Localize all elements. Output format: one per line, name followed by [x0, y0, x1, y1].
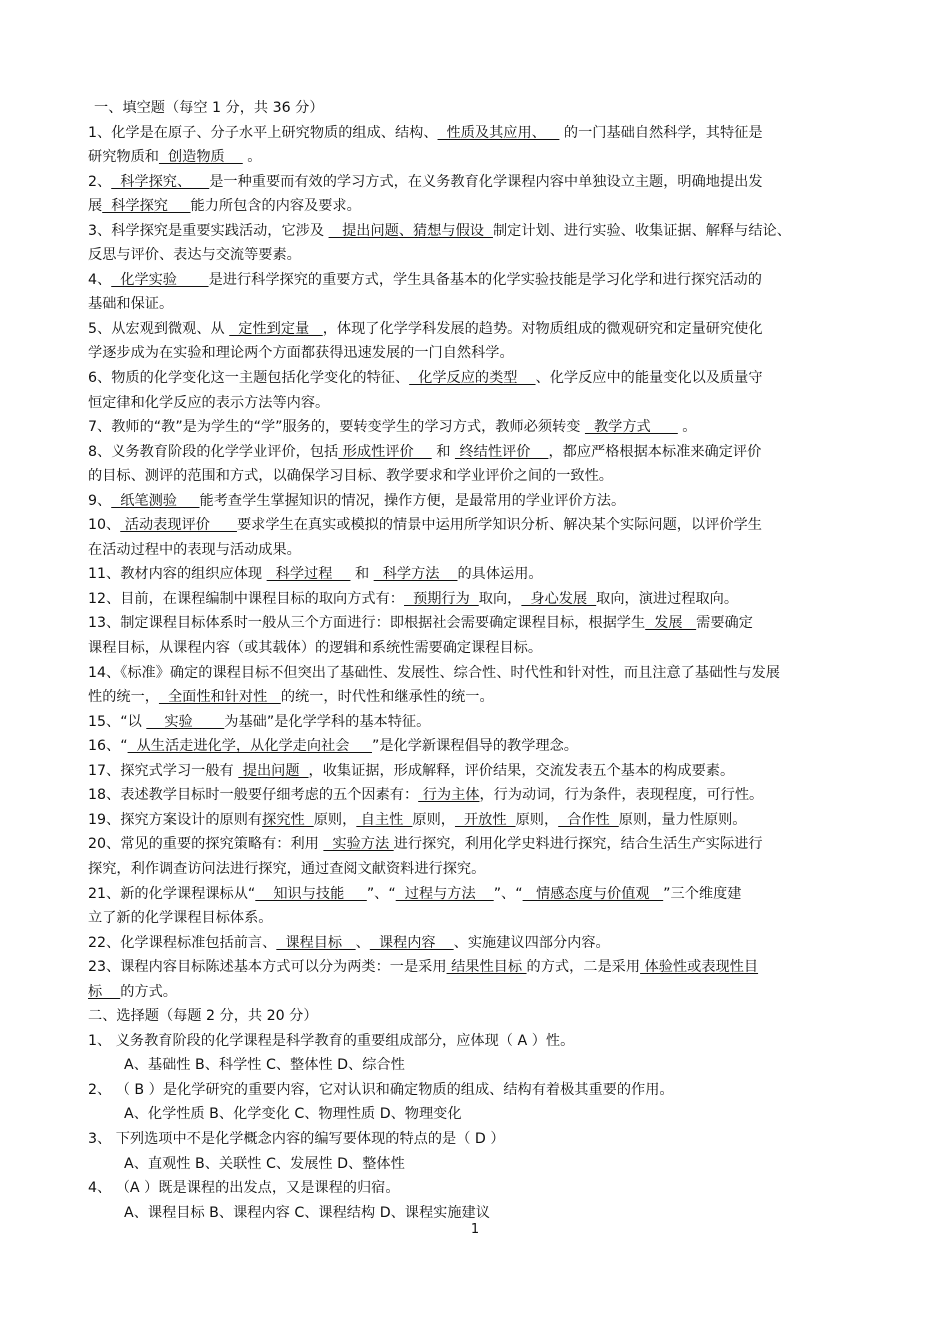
text-segment: 11、教材内容的组织应体现	[88, 566, 267, 583]
text-segment: 的方式。	[120, 983, 177, 1000]
text-segment: 15、“以	[88, 713, 147, 730]
document-body	[88, 96, 866, 1225]
text-segment: 2、 （ B ）是化学研究的重要内容，它对认识和确定物质的组成、结构有着极其重要的作用。	[88, 1081, 674, 1098]
text-segment: 3、 下列选项中不是化学概念内容的编写要体现的特点的是（ D ）	[88, 1130, 505, 1147]
text-segment: 18、表述教学目标时一般要仔细考虑的五个因素有：	[88, 787, 419, 804]
answer-blank: 定性到定量	[229, 320, 323, 337]
text-segment: 性的统一，	[88, 689, 159, 706]
answer-blank: 课程目标	[276, 934, 356, 951]
text-line	[88, 219, 866, 244]
text-segment: 的目标、测评的范围和方式，以确保学习目标、教学要求和学业评价之间的一致性。	[88, 468, 613, 485]
text-segment: A、基础性 B、科学性 C、整体性 D、综合性	[124, 1057, 405, 1074]
text-line	[88, 121, 866, 146]
text-segment: A、课程目标 B、课程内容 C、课程结构 D、课程实施建议	[124, 1204, 490, 1221]
text-line	[88, 710, 866, 735]
text-segment: 16、“	[88, 738, 128, 755]
text-line	[88, 292, 866, 317]
answer-blank: 活动表现评价	[120, 517, 237, 534]
text-segment: 22、化学课程标准包括前言、	[88, 934, 277, 951]
text-segment: 23、课程内容目标陈述基本方式可以分为两类：一是采用	[88, 959, 447, 976]
text-line	[88, 734, 866, 759]
text-segment: 恒定律和化学反应的表示方法等内容。	[88, 394, 330, 411]
text-segment: 制定计划、进行实验、收集证据、解释与结论、	[492, 222, 791, 239]
text-segment: 原则，	[412, 811, 455, 828]
text-segment: 立了新的化学课程目标体系。	[88, 910, 273, 927]
text-line	[88, 194, 866, 219]
text-segment: 为基础”是化学学科的基本特征。	[224, 713, 431, 730]
text-segment: 19、探究方案设计的原则有	[88, 811, 263, 828]
text-line	[88, 366, 866, 391]
text-segment: ”、“	[493, 885, 523, 902]
text-line	[88, 955, 866, 980]
answer-blank: 合作性	[558, 811, 619, 828]
text-line	[88, 1152, 866, 1177]
text-line	[88, 931, 866, 956]
answer-blank: 开放性	[454, 811, 516, 828]
answer-blank: 科学方法	[373, 566, 458, 583]
answer-blank: 创造物质	[158, 149, 243, 166]
text-line	[88, 1127, 866, 1152]
answer-blank: 实验方法	[323, 836, 394, 853]
text-segment: 的具体运用。	[457, 566, 543, 583]
text-line	[88, 1176, 866, 1201]
text-segment: 。	[242, 149, 262, 166]
text-segment: 、	[355, 934, 370, 951]
text-segment: 是一种重要而有效的学习方式，在义务教育化学课程内容中单独设立主题，明确地提出发	[209, 173, 763, 190]
text-segment: ”、“	[366, 885, 396, 902]
text-segment: 在活动过程中的表现与活动成果。	[88, 541, 301, 558]
answer-blank: 性质及其应用、	[437, 124, 560, 141]
answer-blank: 标	[88, 983, 121, 1000]
text-segment: 14、《标准》确定的课程目标不但突出了基础性、发展性、综合性、时代性和针对性，而且注意了基础性与发展	[88, 664, 780, 681]
answer-blank: 化学反应的类型	[409, 370, 536, 387]
text-line	[88, 611, 866, 636]
text-segment: 和	[350, 566, 374, 583]
text-line	[88, 243, 866, 268]
answer-blank: 终结性评价	[454, 443, 549, 460]
text-segment: 要求学生在真实或模拟的情景中运用所学知识分析、解决某个实际问题，以评价学生	[236, 517, 762, 534]
text-line	[88, 587, 866, 612]
text-segment: 3、科学探究是重要实践活动，它涉及	[88, 222, 329, 239]
text-line	[88, 562, 866, 587]
answer-blank: 提出问题、猜想与假设	[328, 222, 493, 239]
text-segment: 的一门基础自然科学，其特征是	[559, 124, 763, 141]
text-segment: 研究物质和	[88, 149, 159, 166]
text-segment: A、化学性质 B、化学变化 C、物理性质 D、物理变化	[124, 1106, 462, 1123]
text-line	[88, 808, 866, 833]
answer-blank: 形成性评价	[338, 443, 432, 460]
text-line	[88, 857, 866, 882]
answer-blank: 化学实验	[111, 271, 209, 288]
text-segment: 进行探究，利用化学史料进行探究，结合生活生产实际进行	[393, 836, 763, 853]
text-segment: 原则，	[515, 811, 559, 828]
answer-blank: 科学探究	[102, 198, 191, 215]
text-line	[88, 489, 866, 514]
answer-blank: 实验	[146, 713, 225, 730]
text-segment: ”三个维度建	[663, 885, 742, 902]
answer-blank: 教学方式	[584, 419, 678, 436]
text-segment: 17、探究式学习一般有	[88, 762, 239, 779]
text-line	[88, 783, 866, 808]
text-segment: 4、	[88, 271, 112, 288]
text-line	[88, 341, 866, 366]
text-segment: 8、义务教育阶段的化学学业评价，包括	[88, 443, 339, 460]
text-segment: 能力所包含的内容及要求。	[190, 198, 361, 215]
text-line	[88, 391, 866, 416]
text-segment: 5、从宏观到微观、从	[88, 320, 230, 337]
answer-blank: 从生活走进化学，从化学走向社会	[127, 738, 372, 755]
text-line	[88, 759, 866, 784]
text-segment: 2、	[88, 173, 112, 190]
answer-blank: 情感态度与价值观	[522, 885, 664, 902]
text-segment: 和	[431, 443, 455, 460]
text-segment: 反思与评价、表达与交流等要素。	[88, 247, 301, 264]
text-line	[88, 513, 866, 538]
answer-blank: 体验性或表现性目	[640, 959, 759, 976]
text-line	[88, 1029, 866, 1054]
text-segment: ，收集证据，形成解释，评价结果，交流发表五个基本的构成要素。	[308, 762, 735, 779]
text-segment: 能考查学生掌握知识的情况，操作方便，是最常用的学业评价方法。	[199, 492, 626, 509]
text-segment: A、直观性 B、关联性 C、发展性 D、整体性	[124, 1155, 405, 1172]
answer-blank: 身心发展	[521, 590, 597, 607]
text-segment: 基础和保证。	[88, 296, 174, 313]
answer-blank: 过程与方法	[395, 885, 494, 902]
text-segment: 原则，	[313, 811, 357, 828]
text-line	[88, 268, 866, 293]
text-segment: 9、	[88, 492, 112, 509]
text-segment: 课程目标，从课程内容（或其载体）的逻辑和系统性需要确定课程目标。	[88, 640, 543, 657]
answer-blank: 纸笔测验	[111, 492, 200, 509]
text-segment: 二、选择题（每题 2 分，共 20 分）	[88, 1008, 318, 1025]
text-segment: 探究，利作调查访问法进行探究，通过查阅文献资料进行探究。	[88, 860, 486, 877]
answer-blank: 全面性和针对性	[158, 689, 281, 706]
answer-blank: 发展	[645, 615, 697, 632]
text-segment: 。	[677, 419, 697, 436]
text-segment: ”是化学新课程倡导的教学理念。	[371, 738, 578, 755]
page-number: 1	[470, 1222, 480, 1237]
text-segment: 的方式，二是采用	[526, 959, 641, 976]
answer-blank: 探究性	[262, 811, 314, 828]
text-line	[88, 1102, 866, 1127]
text-line	[88, 440, 866, 465]
answer-blank: 科学过程	[266, 566, 351, 583]
text-line	[88, 170, 866, 195]
text-segment: 取向，演进过程取向。	[596, 590, 739, 607]
answer-blank: 知识与技能	[255, 885, 367, 902]
answer-blank: 结果性目标	[446, 959, 527, 976]
text-line	[88, 1053, 866, 1078]
text-segment: 7、教师的“教”是为学生的“学”服务的，要转变学生的学习方式，教师必须转变	[88, 419, 585, 436]
text-segment: 取向，	[478, 590, 522, 607]
answer-blank: 行为主体	[418, 787, 480, 804]
text-line	[88, 464, 866, 489]
text-line	[88, 1078, 866, 1103]
text-segment: 6、物质的化学变化这一主题包括化学变化的特征、	[88, 370, 410, 387]
text-segment: 21、新的化学课程课标从“	[88, 885, 256, 902]
text-line	[88, 96, 866, 121]
text-segment: 4、 （A ）既是课程的出发点，又是课程的归宿。	[88, 1180, 400, 1197]
answer-blank: 提出问题	[238, 762, 309, 779]
text-segment: 1、化学是在原子、分子水平上研究物质的组成、结构、	[88, 124, 438, 141]
answer-blank: 课程内容	[369, 934, 454, 951]
text-segment: 12、目前，在课程编制中课程目标的取向方式有：	[88, 590, 404, 607]
text-line	[88, 882, 866, 907]
answer-blank: 自主性	[356, 811, 413, 828]
text-line	[88, 1004, 866, 1029]
text-line	[88, 538, 866, 563]
text-line	[88, 415, 866, 440]
text-line	[88, 661, 866, 686]
text-segment: 展	[88, 198, 103, 215]
answer-blank: 预期行为	[404, 590, 479, 607]
text-segment: 20、常见的重要的探究策略有：利用	[88, 836, 324, 853]
text-segment: 一、填空题（每空 1 分，共 36 分）	[94, 100, 324, 116]
text-segment: ，体现了化学学科发展的趋势。对物质组成的微观研究和定量研究使化	[322, 320, 763, 337]
text-segment: 需要确定	[696, 615, 753, 632]
text-line	[88, 980, 866, 1005]
text-segment: 13、制定课程目标体系时一般从三个方面进行：即根据社会需要确定课程目标，根据学生	[88, 615, 646, 632]
text-line	[88, 636, 866, 661]
text-segment: 、实施建议四部分内容。	[453, 934, 610, 951]
text-segment: 学逐步成为在实验和理论两个方面都获得迅速发展的一门自然科学。	[88, 345, 514, 362]
text-segment: 1、 义务教育阶段的化学课程是科学教育的重要组成部分，应体现（ A ）性。	[88, 1032, 575, 1049]
text-segment: ，都应严格根据本标准来确定评价	[548, 443, 762, 460]
text-segment: 是进行科学探究的重要方式，学生具备基本的化学实验技能是学习化学和进行探究活动的	[208, 271, 762, 288]
text-line	[88, 317, 866, 342]
text-line	[88, 906, 866, 931]
text-line	[88, 145, 866, 170]
text-segment: 10、	[88, 517, 121, 534]
text-segment: ，行为动词，行为条件，表现程度，可行性。	[479, 787, 764, 804]
text-segment: 原则，量力性原则。	[618, 811, 747, 828]
text-segment: 、化学反应中的能量变化以及质量守	[535, 370, 763, 387]
answer-blank: 科学探究、	[111, 173, 210, 190]
text-segment: 的统一，时代性和继承性的统一。	[280, 689, 494, 706]
text-line	[88, 832, 866, 857]
text-line	[88, 685, 866, 710]
